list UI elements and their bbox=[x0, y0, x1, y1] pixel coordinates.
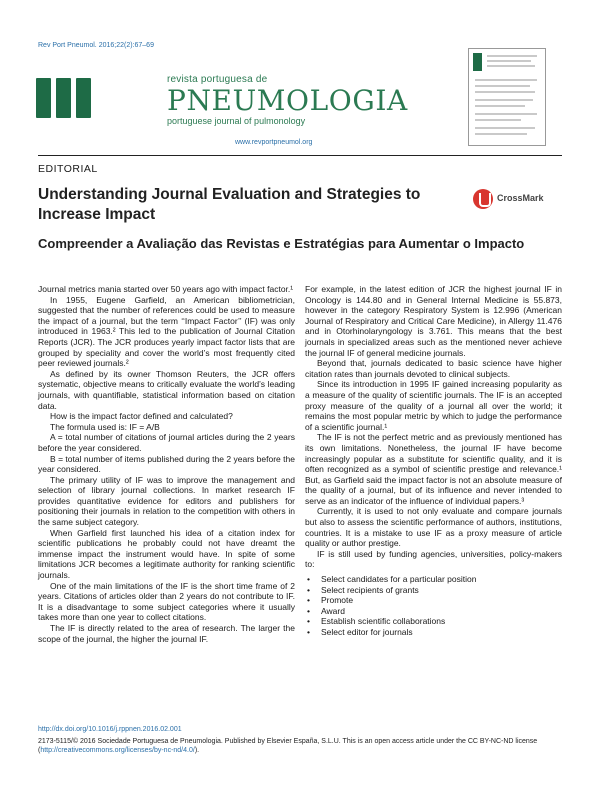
paragraph: IF is still used by funding agencies, universities, policy-makers to: bbox=[305, 548, 562, 570]
list-item: • Select recipients of grants bbox=[317, 585, 562, 596]
journal-name-english: portuguese journal of pulmonology bbox=[167, 116, 306, 126]
left-column bbox=[38, 284, 295, 644]
paragraph: For example, in the latest edition of JCR the highest journal IF in Oncology is 144.80 and in General Internal Medicine is 55.873, however in the category Respiratory System is 12.996 (American Journal of Respiratory and Critical Care Medicine), in Allergy 11.476 and in Otorhinolaryngology is 3.761. This means that the best journals in specialized areas such as the mentioned never achieve the journal IF of general medicine journals. bbox=[305, 284, 562, 358]
list-item: • Select editor for journals bbox=[317, 627, 562, 638]
article-subtitle: Compreender a Avaliação das Revistas e Estratégias para Aumentar o Impacto bbox=[38, 236, 525, 251]
crossmark-label: CrossMark bbox=[497, 193, 544, 203]
journal-citation: Rev Port Pneumol. 2016;22(2):67–69 bbox=[38, 42, 154, 49]
paragraph: The primary utility of IF was to improve the management and selection of library journal collections. In market research IF provides quantitative evidence for editors and publishers for positioning their journals in relation to the competition with others in the same subject category. bbox=[38, 474, 295, 528]
bullet-list bbox=[305, 574, 562, 638]
paragraph: The IF is not the perfect metric and as previously mentioned has its own limitations. Nonetheless, the journal IF have become increasingly popular as a substitute for scientific quality, and it is often recognized as a symbol of scientific prestige and relevance.¹ But, as Garfield said the impact factor is not an absolute measure of the quality of a journal, but of its influence and never intended to serve as an indicator of the influence of individual papers.³ bbox=[305, 432, 562, 506]
journal-url[interactable]: www.revportpneumol.org bbox=[235, 139, 313, 146]
paragraph: The formula used is: IF = A/B bbox=[50, 421, 160, 432]
journal-masthead bbox=[167, 74, 408, 146]
doi-link[interactable]: http://dx.doi.org/10.1016/j.rppnen.2016.02.001 bbox=[38, 726, 182, 733]
license-suffix: ). bbox=[194, 747, 200, 754]
header-divider bbox=[38, 155, 562, 156]
paragraph: How is the impact factor defined and calculated? bbox=[50, 411, 233, 422]
list-item: • Select candidates for a particular position bbox=[317, 574, 562, 585]
list-item: • Promote bbox=[317, 595, 562, 606]
journal-logo bbox=[36, 78, 136, 118]
paragraph: In 1955, Eugene Garfield, an American bibliometrician, suggested that the number of references could be used to measure the impact of a journal, but the term ‘‘Impact Factor’’ (IF) was only introduced in 1963.² This led to the publication of Journal Citation Reports (JCR). The JCR produces yearly impact factor lists that are grouped by speciality and cover the world’s most frequently cited peer reviewed journals.² bbox=[38, 294, 295, 369]
crossmark-icon bbox=[473, 189, 493, 209]
right-column bbox=[305, 284, 562, 638]
paragraph: Beyond that, journals dedicated to basic science have higher citation rates than journals devoted to clinical subjects. bbox=[305, 358, 562, 379]
paragraph: B = total number of items published during the 2 years before the year considered. bbox=[38, 453, 295, 475]
journal-name-line1: revista portuguesa de bbox=[167, 74, 268, 85]
journal-name-main: PNEUMOLOGIA bbox=[167, 84, 408, 117]
list-item: • Establish scientific collaborations bbox=[317, 616, 562, 627]
license-text bbox=[38, 737, 562, 755]
paragraph: The IF is directly related to the area of research. The larger the scope of the journal, the higher the journal IF. bbox=[38, 623, 295, 644]
crossmark-badge[interactable] bbox=[473, 188, 563, 212]
paragraph: Since its introduction in 1995 IF gained increasing popularity as a measure of the quality of scientific journals. The IF is an accepted proxy measure of the quality of a journal all over the world; it remains the most popular metric by which to judge the performance of a scientific journal.¹ bbox=[305, 379, 562, 432]
paragraph: As defined by its owner Thomson Reuters, the JCR offers systematic, objective means to critically evaluate the world’s leading journals, with quantifiable, statistical information based on citation data. bbox=[38, 368, 295, 411]
license-prefix: 2173-5115/© 2016 Sociedade Portuguesa de Pneumologia. Published by Elsevier España, S.L.U. This is an open access article under the CC BY-NC-ND license ( bbox=[38, 738, 538, 754]
license-link[interactable]: http://creativecommons.org/licenses/by-nc-nd/4.0/ bbox=[40, 747, 195, 754]
section-label: EDITORIAL bbox=[38, 163, 98, 175]
article-title: Understanding Journal Evaluation and Strategies to Increase Impact bbox=[38, 186, 421, 223]
list-item: • Award bbox=[317, 606, 562, 617]
paragraph: A = total number of citations of journal articles during the 2 years before the year considered. bbox=[38, 432, 295, 453]
paragraph: One of the main limitations of the IF is the short time frame of 2 years. Citations of articles older than 2 years do not contribute to IF. It is a disadvantage to some subject categories where it usually takes more than one year to collect citations. bbox=[38, 580, 295, 623]
paragraph: Currently, it is used to not only evaluate and compare journals but also to assess the scientific performance of authors, institutions, countries. It is a mistake to use IF as a proxy measure of article quality or author prestige. bbox=[305, 506, 562, 549]
paragraph: Journal metrics mania started over 50 years ago with impact factor.¹ bbox=[38, 284, 294, 294]
paragraph: When Garfield first launched his idea of a citation index for scientific publications he probably could not have dreamt the immense impact the instrument would have. In spite of some limitations JCR becomes a legitimate authority for ranking scientific journals. bbox=[38, 527, 295, 581]
footer bbox=[38, 725, 562, 755]
journal-cover-thumbnail bbox=[468, 48, 546, 146]
